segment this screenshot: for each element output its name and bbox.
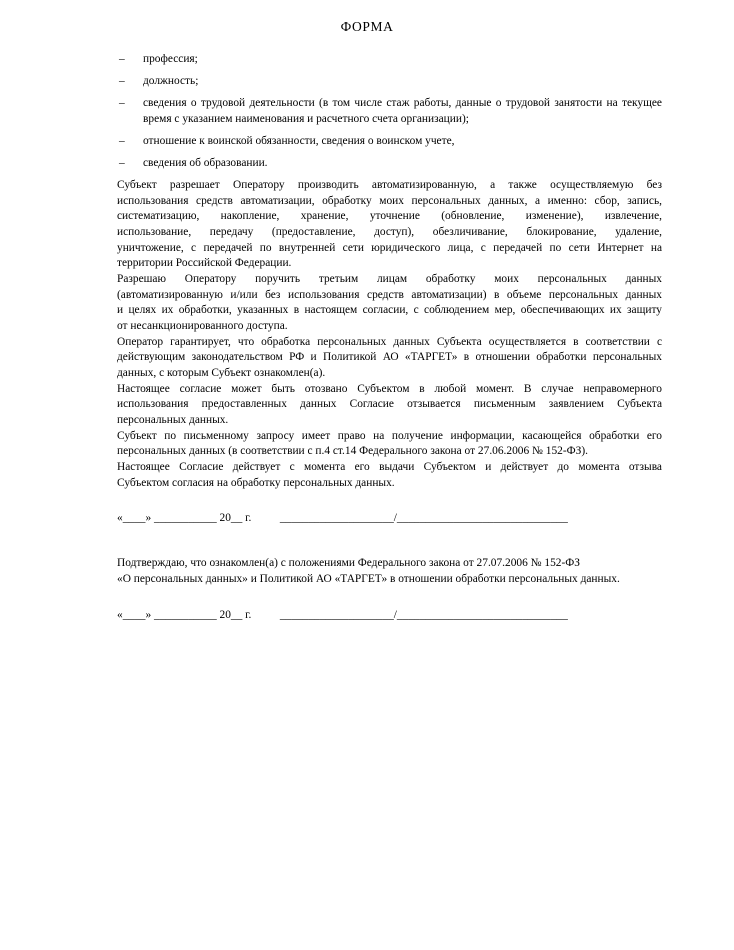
paragraph-validity-period — [117, 460, 662, 491]
confirmation-text-line-2: «О персональных данных» и Политикой АО «ТАРГЕТ» в отношении обработки персональных данных. — [117, 573, 620, 586]
dash-bullet-icon: – — [119, 156, 125, 169]
paragraph-revocation — [117, 382, 662, 429]
paragraph-line: использование, передачу (предоставление, доступ), обезличивание, блокирование, удаление, — [117, 226, 662, 239]
paragraph-line: и целях их обработки, указанных в настоящем согласии, с соблюдением мер, обеспечивающих их защиту — [117, 304, 662, 317]
paragraph-line: персональных данных. — [117, 413, 229, 426]
dash-bullet-icon: – — [119, 53, 125, 65]
paragraph-line: Настоящее согласие может быть отозвано Субъектом в любой момент. В случае неправомерного — [117, 382, 662, 395]
list-item-label: отношение к воинской обязанности, сведения о воинском учете, — [143, 134, 455, 147]
paragraph-line: персональных данных (в соответствии с п.4 ст.14 Федерального закона от 27.06.2006 № 152-ФЗ). — [117, 445, 588, 458]
document-content — [117, 52, 662, 623]
list-item-label: сведения о трудовой деятельности (в том числе стаж работы, данные о трудовой занятости на текущее время с указанием наименования и расчетного счета организации); — [143, 97, 662, 125]
paragraph-line: Настоящее Согласие действует с момента его выдачи Субъектом и действует до момента отзыва — [117, 460, 662, 473]
list-item-label: сведения об образовании. — [143, 156, 268, 169]
paragraph-third-party-processing — [117, 272, 662, 335]
paragraph-line: использования средств автоматизации, обработку моих персональных данных, а именно: сбор, запись, — [117, 194, 662, 207]
dash-bullet-icon: – — [119, 134, 125, 147]
paragraph-line: данных, с которым Субъект ознакомлен(а). — [117, 366, 326, 379]
paragraph-line: территории Российской Федерации. — [117, 257, 292, 270]
signature-line-first[interactable]: «____» ___________ 20__ г. ____________________/______________________________ — [117, 512, 568, 525]
spacer — [117, 491, 662, 511]
paragraph-line: Субъект разрешает Оператору производить автоматизированную, а также осуществляемую без — [117, 179, 662, 192]
paragraph-line: действующим законодательством РФ и Политикой АО «ТАРГЕТ» в отношении обработки персональных — [117, 351, 662, 364]
paragraph-line: уничтожение, с передачей по внутренней сети юридического лица, с передачей по сети Интернет на — [117, 241, 662, 254]
personal-data-bullet-list — [117, 52, 662, 172]
paragraph-information-request — [117, 429, 662, 460]
paragraph-consent-processing — [117, 178, 662, 272]
paragraph-line: Разрешаю Оператору поручить третьим лицам обработку моих персональных данных — [117, 273, 662, 285]
list-item — [117, 134, 662, 150]
paragraph-line: использования предоставленных данных Согласие отзывается письменным заявлением Субъекта — [117, 398, 662, 411]
list-item-label: должность; — [143, 75, 199, 88]
paragraph-operator-guarantee — [117, 335, 662, 382]
paragraph-line: Субъектом согласия на обработку персональных данных. — [117, 476, 395, 489]
signature-line-second[interactable]: «____» ___________ 20__ г. ____________________/______________________________ — [117, 608, 568, 621]
dash-bullet-icon: – — [119, 75, 125, 88]
list-item — [117, 74, 662, 90]
spacer — [117, 588, 662, 608]
paragraph-line: (автоматизированную и/или без использования средств автоматизации) в объеме персональных данных — [117, 288, 662, 301]
list-item — [117, 156, 662, 172]
paragraph-line: систематизацию, накопление, хранение, уточнение (обновление, изменение), извлечение, — [117, 210, 662, 223]
list-item — [117, 96, 662, 127]
paragraph-line: Оператор гарантирует, что обработка персональных данных Субъекта осуществляется в соответствии с — [117, 335, 662, 348]
confirmation-text-line-1: Подтверждаю, что ознакомлен(а) с положениями Федерального закона от 27.07.2006 № 152-ФЗ — [117, 556, 580, 569]
page-title: ФОРМА — [340, 19, 394, 34]
paragraph-line: Субъект по письменному запросу имеет право на получение информации, касающейся обработки его — [117, 429, 662, 442]
dash-bullet-icon: – — [119, 97, 125, 110]
list-item-label: профессия; — [143, 53, 198, 65]
spacer — [117, 527, 662, 555]
list-item — [117, 52, 662, 68]
paragraph-line: от несанкционированного доступа. — [117, 319, 288, 332]
